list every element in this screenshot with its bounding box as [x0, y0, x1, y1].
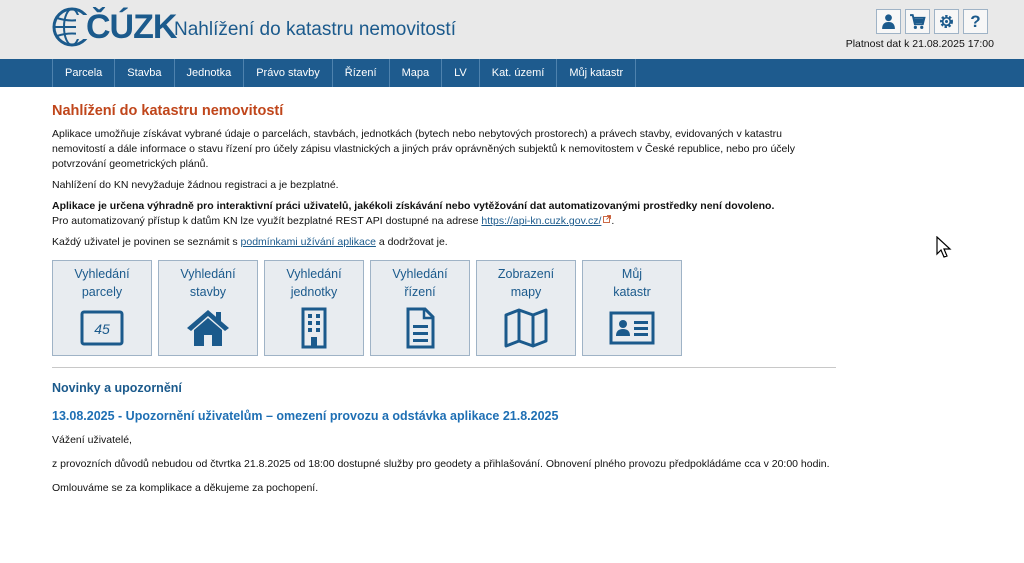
header-toolbar — [876, 9, 988, 34]
gear-icon — [938, 13, 955, 30]
app-title: Nahlížení do katastru nemovitostí — [174, 19, 456, 40]
help-icon: ? — [970, 12, 981, 31]
nav-item-rizeni[interactable]: Řízení — [333, 59, 390, 87]
api-link[interactable]: https://api-kn.cuzk.gov.cz/ — [481, 215, 602, 227]
main-nav — [0, 59, 1024, 87]
parcel-number: 45 — [94, 321, 110, 337]
data-validity: Platnost dat k 21.08.2025 17:00 — [845, 38, 994, 50]
house-icon — [185, 307, 231, 349]
news-greeting: Vážení uživatelé, — [52, 434, 132, 446]
building-icon — [291, 307, 337, 349]
terms-text — [52, 235, 836, 250]
nav-item-stavba[interactable]: Stavba — [115, 59, 174, 87]
tile-vyhledani-parcely[interactable] — [52, 260, 152, 356]
user-button[interactable] — [876, 9, 901, 34]
free-note: Nahlížení do KN nevyžaduje žádnou registraci a je bezplatné. — [52, 179, 339, 191]
tile-label: Vyhledání jednotky — [286, 267, 342, 299]
nav-item-jednotka[interactable]: Jednotka — [175, 59, 245, 87]
quick-access-tiles — [52, 260, 836, 356]
main-content — [52, 103, 836, 502]
tile-vyhledani-stavby[interactable] — [158, 260, 258, 356]
tile-label: Zobrazení mapy — [497, 267, 555, 299]
document-icon — [397, 307, 443, 349]
api-text: Pro automatizovaný přístup k datům KN lze využít bezplatné REST API dostupné na adrese — [52, 215, 482, 227]
nav-item-parcela[interactable]: Parcela — [53, 59, 115, 87]
news-closing: Omlouváme se za komplikace a děkujeme za pochopení. — [52, 482, 319, 494]
logo-text: ČÚZK — [86, 8, 177, 46]
automation-warning: Aplikace je určena výhradně pro interaktivní práci uživatelů, jakékoli získávání nebo vytěžování dat automatizovanými prostředky není dovoleno. — [52, 200, 775, 212]
nav-item-kat-uzemi[interactable]: Kat. území — [480, 59, 558, 87]
settings-button[interactable] — [934, 9, 959, 34]
tile-label: Vyhledání stavby — [180, 267, 236, 299]
tile-label: Vyhledání řízení — [392, 267, 448, 299]
news-headline[interactable]: 13.08.2025 - Upozornění uživatelům – omezení provozu a odstávka aplikace 21.8.2025 — [52, 409, 559, 423]
automation-notice — [52, 199, 836, 229]
tile-zobrazeni-mapy[interactable] — [476, 260, 576, 356]
nav-item-lv[interactable]: LV — [442, 59, 480, 87]
id-card-icon — [609, 307, 655, 349]
cart-icon — [909, 13, 926, 30]
terms-link[interactable]: podmínkami užívání aplikace — [240, 236, 376, 248]
cuzk-logo[interactable] — [52, 7, 176, 47]
parcel-icon — [79, 307, 125, 349]
tile-vyhledani-jednotky[interactable] — [264, 260, 364, 356]
user-icon — [880, 13, 897, 30]
news-section-title: Novinky a upozornění — [52, 381, 182, 395]
tile-vyhledani-rizeni[interactable] — [370, 260, 470, 356]
tile-label: Vyhledání parcely — [74, 267, 130, 299]
tile-label: Můj katastr — [613, 267, 651, 299]
nav-item-mapa[interactable]: Mapa — [390, 59, 443, 87]
page-header — [0, 0, 1024, 59]
terms-suffix: a dodržovat je. — [375, 236, 448, 248]
mouse-pointer-icon — [936, 236, 952, 260]
news-body: z provozních důvodů nebudou od čtvrtka 21.8.2025 od 18:00 dostupné služby pro geodety a přihlašování. Obnovení plného provozu předpokládáme cca v 20:00 hodin. — [52, 458, 830, 470]
page-title: Nahlížení do katastru nemovitostí — [52, 103, 284, 119]
tile-muj-katastr[interactable] — [582, 260, 682, 356]
intro-text: Aplikace umožňuje získávat vybrané údaje o parcelách, stavbách, jednotkách (bytech nebo nebytových prostorech) a právech stavby, evidovaných v katastru nemovitostí a dále informace o stavu řízení pro účely zápisu vlastnických a jiných práv oprávněných subjektů k nemovitostem v České republice, nebo pro účely potvrzování geometrických plánů. — [52, 128, 795, 170]
nav-item-pravo-stavby[interactable]: Právo stavby — [244, 59, 333, 87]
help-button[interactable] — [963, 9, 988, 34]
section-divider — [52, 367, 836, 368]
terms-prefix: Každý uživatel je povinen se seznámit s — [52, 236, 241, 248]
api-suffix: . — [611, 215, 615, 227]
map-icon — [503, 307, 549, 349]
nav-item-muj-katastr[interactable]: Můj katastr — [557, 59, 636, 87]
cart-button[interactable] — [905, 9, 930, 34]
